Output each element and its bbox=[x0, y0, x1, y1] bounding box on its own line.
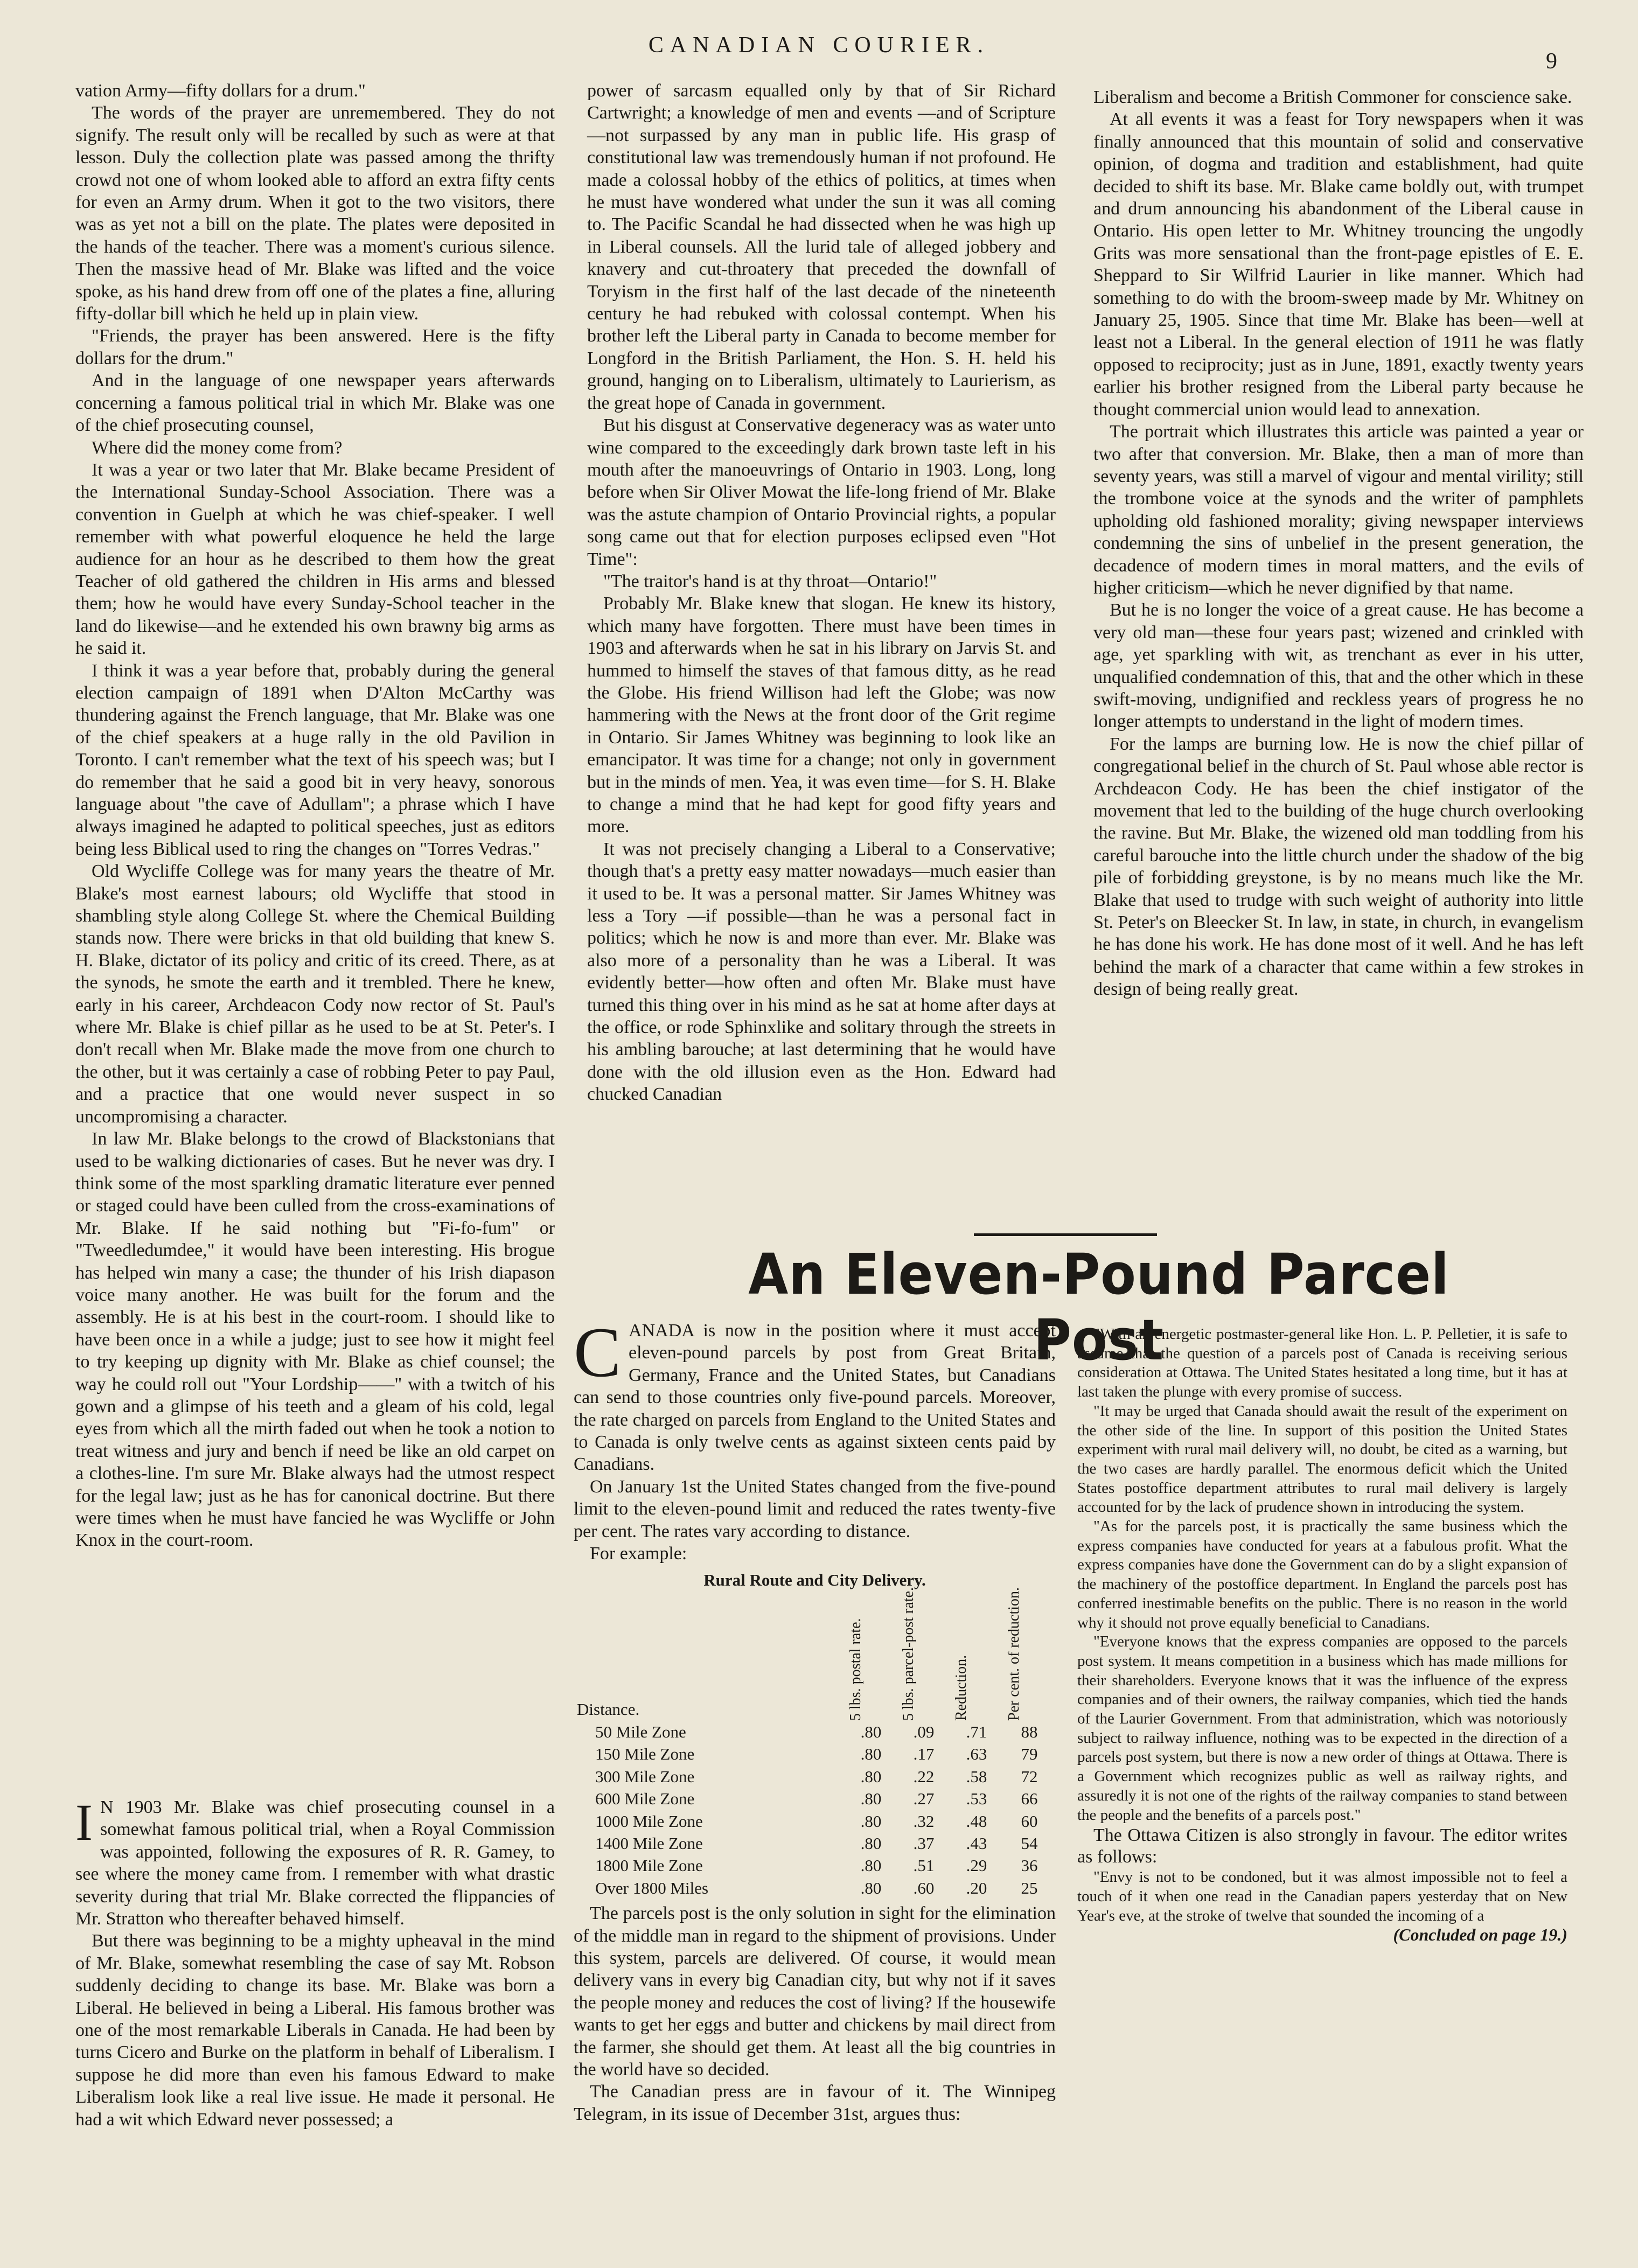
article-column-left bbox=[574, 1313, 1056, 2125]
reduction-cell: .29 bbox=[966, 1856, 987, 1875]
paragraph: "The traitor's hand is at thy throat—Ontario!" bbox=[603, 571, 937, 591]
parcel-rate-cell: .27 bbox=[913, 1789, 935, 1809]
article-paragraph: The parcels post is the only solution in sight for the elimination of the middle man in regard to the shipment of provisions. Under this system, parcels are delivered. Of course, it would mean delivery vans in every big Canadian city, but why not if it saves the people money and reduces the cost of living? If the housewife wants to get her eggs and butter and chickens by mail direct from the farmer, she should get them. At least all the big countries in the world have so decided. bbox=[574, 1903, 1056, 2079]
parcel-rate-cell: .37 bbox=[913, 1833, 935, 1853]
parcel-rate-cell: .22 bbox=[913, 1767, 935, 1786]
concluded-note: (Concluded on page 19.) bbox=[1393, 1925, 1567, 1945]
paragraph: power of sarcasm equalled only by that of Sir Richard Cartwright; a knowledge of men and events —and of Scripture—not surpassed by any man in public life. His grasp of constitutional law was tremendously human if not profound. He made a colossal hobby of the ethics of politics, at times when he must have wondered what under the sun it was all coming to. The Pacific Scandal he had dissected when he was high up in Liberal counsels. All the lurid tale of alleged jobbery and knavery and cut-throatery that preceded the downfall of Toryism in the first half of the last decade of the nineteenth century he had rebuked with colossal contempt. When his brother left the Liberal party in Canada to become member for Longford in the British Parliament, the Hon. S. H. held his ground, hanging on to Liberalism, ultimately to Laurierism, as the great hope of Canada in government. bbox=[587, 81, 1056, 413]
page-header bbox=[0, 32, 1638, 74]
paragraph: But he is no longer the voice of a great cause. He has become a very old man—these four years past; wizened and crinkled with age, yet sparkling with wit, as trenchant as ever in his utter, unqualified condemnation of this, that and the other which in these swift-moving, undignified and reckless years of progress he no longer attempts to understand in the light of modern times. bbox=[1093, 600, 1584, 732]
paragraph: For the lamps are burning low. He is now the chief pillar of congregational belief in the church of St. Paul whose able rector is Archdeacon Cody. He has been the chief instigator of the movement that led to the building of the huge church overlooking the ravine. But Mr. Blake, the wizened old man toddling from his careful barouche into the little church under the shadow of the big pile of forbidding greystone, is by no means much like the Mr. Blake that used to trudge with such weight of authority into little St. Peter's on Bleecker St. In law, in state, in church, in evangelism he has done his work. He has done most of it well. And he has left behind the mark of a character that came within a few strokes in design of being really great. bbox=[1093, 734, 1584, 1000]
parcel-rate-cell: .17 bbox=[913, 1744, 935, 1764]
paragraph: Probably Mr. Blake knew that slogan. He knew its history, which many have forgotten. There must have been times in 1903 and afterwards when he sat in his library on Jarvis St. and hummed to himself the staves of that famous ditty, as he read the Globe. His friend Willison had left the Globe; was now hammering with the News at the front door of the Grit regime in Ontario. Sir James Whitney was beginning to look like an emancipator. It was time for a change; not only in government but in the minds of men. Yea, it was even time—for S. H. Blake to change a mind that he had kept for good fifty years and more. bbox=[587, 594, 1056, 837]
drop-cap-i: I bbox=[75, 1794, 93, 1851]
percent-cell: 79 bbox=[1021, 1744, 1038, 1764]
table-row bbox=[574, 1765, 1056, 1788]
table-row bbox=[574, 1743, 1056, 1765]
paragraph: It was a year or two later that Mr. Blake became President of the International Sunday-School Association. There was a convention in Guelph at which he was chief-speaker. I well remember with what powerful eloquence he held the large audience for an hour as he described to them how the great Teacher of old gathered the children in His arms and blessed them; how he would have every Sunday-School teacher in the land do likewise—and he extended his own brawny big arms as he said it. bbox=[75, 459, 555, 659]
reduction-cell: .20 bbox=[966, 1878, 987, 1897]
table-row bbox=[574, 1877, 1056, 1899]
paragraph: vation Army—fifty dollars for a drum." bbox=[75, 81, 366, 101]
paragraph: But his disgust at Conservative degeneracy was as water unto wine compared to the exceedingly dark brown taste left in his mouth after the manoeuvrings of Ontario in 1903. Long, long before when Sir Oliver Mowat the life-long friend of Mr. Blake was the astute champion of Ontario Provincial rights, a popular song came out that for election purposes eclipsed even "Hot Time": bbox=[587, 415, 1056, 569]
table-row bbox=[574, 1788, 1056, 1810]
publication-title: CANADIAN COURIER. bbox=[648, 33, 990, 58]
zone-cell: 300 Mile Zone bbox=[595, 1767, 695, 1786]
quote-paragraph: "Everyone knows that the express companies are opposed to the parcels post system. It means competition in a business which has made millions for their shareholders. Everyone knows that it was the influence of the express companies and of their owners, the railway companies, which tied the hands of the Laurier Government. From that administration, which was notoriously subject to railway influence, nothing was to be expected in the direction of a parcels post system, but there is now a new order of things at Ottawa. There is a Government which recognizes public as well as railway rights, and assuredly it is not one of the rights of the railway companies to stand between the people and the benefits of a parcels post." bbox=[1077, 1633, 1567, 1824]
header-parcel-post-rate: 5 lbs. parcel-post rate. bbox=[900, 1587, 917, 1721]
reduction-cell: .71 bbox=[966, 1722, 987, 1741]
paragraph: Liberalism and become a British Commoner for conscience sake. bbox=[1093, 87, 1572, 107]
citizen-paragraph: The Ottawa Citizen is also strongly in favour. The editor writes as follows: bbox=[1077, 1825, 1567, 1867]
parcel-rate-cell: .09 bbox=[913, 1722, 935, 1741]
paragraph: At all events it was a feast for Tory newspapers when it was finally announced that this mountain of solid and conservative opinion, of dogma and tradition and establishment, had quite decided to shift its base. Mr. Blake came boldly out, with trumpet and drum announcing his abandonment of the Liberal cause in Ontario. His open letter to Mr. Whitney trouncing the ungodly Grits was more sensational than the front-page epistles of E. E. Sheppard to Sir Wilfrid Laurier in like manner. Which had something to do with the broom-sweep made by Mr. Whitney on January 25, 1905. Since that time Mr. Blake has been—well at least not a Liberal. In the general election of 1911 he was flatly opposed to reciprocity; just as in June, 1891, exactly twenty years earlier his brother resigned from the Liberal party because he thought commercial union would lead to annexation. bbox=[1093, 109, 1584, 420]
reduction-cell: .48 bbox=[966, 1811, 987, 1831]
postal-rate-cell: .80 bbox=[860, 1789, 882, 1809]
drop-cap-c: C bbox=[574, 1313, 622, 1392]
reduction-cell: .53 bbox=[966, 1789, 987, 1809]
quote-paragraph: "As for the parcels post, it is practically the same business which the express companies have conducted for years at a fabulous profit. What the express companies have done the Government can do by a slight expansion of the machinery of the postoffice department. In England the parcels post has conferred inestimable benefits on the public. There is no reason in the world why it should not prove equally beneficial to Canadians. bbox=[1077, 1518, 1567, 1631]
percent-cell: 66 bbox=[1021, 1789, 1038, 1809]
article-lead: ANADA is now in the position where it must accept eleven-pound parcels by post from Great Britain, Germany, France and the United States, but Canadians can send to those countries only five-pound parcels. Moreover, the rate charged on parcels from England to the United States and to Canada is only twelve cents as against sixteen cents paid by Canadians. bbox=[574, 1321, 1056, 1475]
page-number: 9 bbox=[1546, 49, 1557, 74]
column-3 bbox=[1093, 86, 1584, 1001]
table-title: Rural Route and City Delivery. bbox=[703, 1571, 926, 1590]
article-column-right bbox=[1077, 1325, 1567, 1945]
percent-cell: 36 bbox=[1021, 1856, 1038, 1875]
header-distance: Distance. bbox=[577, 1700, 640, 1719]
percent-cell: 25 bbox=[1021, 1878, 1038, 1897]
zone-cell: 600 Mile Zone bbox=[595, 1789, 695, 1809]
article-paragraph: The Canadian press are in favour of it. The Winnipeg Telegram, in its issue of December 31st, argues thus: bbox=[574, 2082, 1056, 2124]
paragraph: Old Wycliffe College was for many years the theatre of Mr. Blake's most earnest labours; old Wycliffe that stood in shambling style along College St. where the Chemical Building stands now. There were bricks in that old building that knew S. H. Blake, dictator of its policy and critic of its creed. There, as at the synods, he smote the earth and it trembled. There he knew, early in his career, Archdeacon Cody now rector of St. Paul's where Mr. Blake is chief pillar as he used to be at St. Peter's. I don't recall when Mr. Blake made the move from one church to the other, but it was certainly a case of robbing Peter to pay Paul, and a practice that one would never suspect in so uncompromising a character. bbox=[75, 861, 555, 1127]
lead-paragraph: N 1903 Mr. Blake was chief prosecuting counsel in a somewhat famous political trial, when a Royal Commission was appointed, following the exposures of R. R. Gamey, to see where the money came from. I remember with what drastic severity during that trial Mr. Blake corrected the flippancies of Mr. Stratton who thereafter behaved himself. bbox=[75, 1797, 555, 1929]
paragraph: I think it was a year before that, probably during the general election campaign of 1891 when D'Alton McCarthy was thundering against the French language, that Mr. Blake was one of the chief speakers at a huge rally in the old Pavilion in Toronto. I can't remember what the text of his speech was; but I do remember that he said a good bit in very heavy, sonorous language about "the cave of Adullam"; a phrase which I have always imagined he adapted to political speeches, just as editors being less Biblical used to ring the changes on "Torres Vedras." bbox=[75, 660, 555, 859]
header-percent-reduction: Per cent. of reduction. bbox=[1006, 1587, 1022, 1721]
header-reduction: Reduction. bbox=[953, 1655, 970, 1721]
paragraph: It was not precisely changing a Liberal to a Conservative; though that's a pretty easy matter nowadays—much easier than it used to be. It was a personal matter. Sir James Whitney was less a Tory —if possible—than he was a personal fact in politics; which he now is and more than ever. Mr. Blake was also more of a personality than he was a Liberal. It was evidently better—how often and often Mr. Blake must have turned this thing over in his mind as he sat at home after days at the office, or rode Sphinxlike and solitary through the streets in his ambling barouche; at last determining that he would have done with the old illusion even as the Hon. Edward had chucked Canadian bbox=[587, 839, 1056, 1105]
postal-rate-cell: .80 bbox=[860, 1878, 882, 1897]
column-1-lower bbox=[75, 1796, 555, 2131]
paragraph: The portrait which illustrates this article was painted a year or two after that conversion. Mr. Blake, then a man of more than seventy years, was still a marvel of vigour and mental virility; still the trombone voice at the synods and the writer of pamphlets upholding old fashioned morality; giving newspaper interviews condemning the sins of unbelief in the present generation, the decadence of modern times in moral matters, and the evils of higher criticism—which he never dignified by that name. bbox=[1093, 422, 1584, 598]
table-header-row bbox=[574, 1597, 1056, 1721]
paragraph: The words of the prayer are unremembered. They do not signify. The result only will be recalled by such as were at that lesson. Duly the collection plate was passed among the thrifty crowd not one of whom looked able to afford an extra fifty cents for even an Army drum. When it got to the two visitors, there was as yet not a bill on the plate. The plates were deposited in the hands of the teacher. There was a moment's curious silence. Then the massive head of Mr. Blake was lifted and the voice spoke, as his hand drew from off one of the plates a fine, alluring fifty-dollar bill which he held up in plain view. bbox=[75, 103, 555, 324]
column-1 bbox=[75, 80, 555, 1552]
for-example: For example: bbox=[590, 1544, 687, 1564]
parcel-rate-cell: .32 bbox=[913, 1811, 935, 1831]
reduction-cell: .43 bbox=[966, 1833, 987, 1853]
percent-cell: 72 bbox=[1021, 1767, 1038, 1786]
paragraph: But there was beginning to be a mighty upheaval in the mind of Mr. Blake, somewhat resembling the case of say Mt. Robson suddenly deciding to change its base. Mr. Blake was born a Liberal. He believed in being a Liberal. His famous brother was one of the most remarkable Liberals in Canada. He had been by turns Cicero and Burke on the platform in behalf of Liberalism. I suppose he did more than even his famous Edward to make Liberalism look like a real live issue. He made it personal. He had a wit which Edward never possessed; a bbox=[75, 1931, 555, 2130]
quote-paragraph: "It may be urged that Canada should await the result of the experiment on the other side of the line. In support of this position the United States experiment with rural mail delivery will, no doubt, be cited as a warning, but the two cases are hardly parallel. The enormous deficit which the United States postoffice department attributes to rural mail delivery is largely accounted for by the lack of prudence shown in introducing the system. bbox=[1077, 1402, 1567, 1516]
zone-cell: 1000 Mile Zone bbox=[595, 1811, 703, 1831]
article-paragraph: On January 1st the United States changed from the five-pound limit to the eleven-pound limit and reduced the rates twenty-five per cent. The rates vary according to distance. bbox=[574, 1476, 1056, 1541]
table-row bbox=[574, 1854, 1056, 1876]
zone-cell: 1800 Mile Zone bbox=[595, 1856, 703, 1875]
postal-rate-cell: .80 bbox=[860, 1744, 882, 1764]
quote-paragraph: "With an energetic postmaster-general like Hon. L. P. Pelletier, it is safe to assume that the question of a parcels post of Canada is receiving serious consideration at Ottawa. The United States hesitated a long time, but it has at last taken the plunge with every promise of success. bbox=[1077, 1325, 1567, 1401]
table-row bbox=[574, 1721, 1056, 1743]
table-row bbox=[574, 1810, 1056, 1832]
paragraph: In law Mr. Blake belongs to the crowd of Blackstonians that used to be walking dictionaries of cases. But he never was dry. I think some of the most sparkling dramatic literature ever penned or staged could have been culled from the cross-examinations of Mr. Blake. If he said nothing but "Fi-fo-fum" or "Tweedledumdee," it would have been interesting. His brogue has helped win many a case; the thunder of his Irish diapason voice many another. He was built for the forum and the assembly. He is at his best in the court-room. I should like to have been once in a while a judge; just to see how it might feel to try keeping up dignity with Mr. Blake as chief counsel; the way he could roll out "Your Lordship——" with a twitch of his gown and a glimpse of his teeth and a gleam of his cold, legal eyes from which all the mirth faded out when he took a notion to treat witness and jury and bench if need be like an old carpet on a clothes-line. I'm sure Mr. Blake always had the utmost respect for the legal law; just as he has for canonical doctrine. But there were times when he must have fancied he was Wycliffe or John Knox in the court-room. bbox=[75, 1129, 555, 1551]
paragraph: "Friends, the prayer has been answered. Here is the fifty dollars for the drum." bbox=[75, 326, 555, 368]
postal-rate-cell: .80 bbox=[860, 1767, 882, 1786]
paragraph: And in the language of one newspaper years afterwards concerning a famous political trial in which Mr. Blake was one of the chief prosecuting counsel, bbox=[75, 371, 555, 436]
parcel-rate-cell: .60 bbox=[913, 1878, 935, 1897]
percent-cell: 60 bbox=[1021, 1811, 1038, 1831]
section-rule bbox=[974, 1233, 1157, 1236]
reduction-cell: .58 bbox=[966, 1767, 987, 1786]
zone-cell: 50 Mile Zone bbox=[595, 1722, 686, 1741]
postal-rate-cell: .80 bbox=[860, 1811, 882, 1831]
envy-quote: "Envy is not to be condoned, but it was almost impossible not to feel a touch of it when one read in the Canadian papers yesterday that on New Year's eve, at the stroke of twelve that sounded the incoming of a bbox=[1077, 1868, 1567, 1924]
article-headline: An Eleven-Pound Parcel Post bbox=[748, 1241, 1449, 1373]
parcel-rate-cell: .51 bbox=[913, 1856, 935, 1875]
percent-cell: 88 bbox=[1021, 1722, 1038, 1741]
postal-rate-cell: .80 bbox=[860, 1856, 882, 1875]
percent-cell: 54 bbox=[1021, 1833, 1038, 1853]
paragraph: Where did the money come from? bbox=[92, 437, 343, 458]
column-2 bbox=[587, 80, 1056, 1106]
table-row bbox=[574, 1832, 1056, 1854]
postal-rate-cell: .80 bbox=[860, 1833, 882, 1853]
postal-rate-cell: .80 bbox=[860, 1722, 882, 1741]
zone-cell: Over 1800 Miles bbox=[595, 1878, 709, 1897]
zone-cell: 1400 Mile Zone bbox=[595, 1833, 703, 1853]
zone-cell: 150 Mile Zone bbox=[595, 1744, 695, 1764]
reduction-cell: .63 bbox=[966, 1744, 987, 1764]
rates-table bbox=[574, 1587, 1056, 1899]
header-postal-rate: 5 lbs. postal rate. bbox=[847, 1618, 864, 1721]
